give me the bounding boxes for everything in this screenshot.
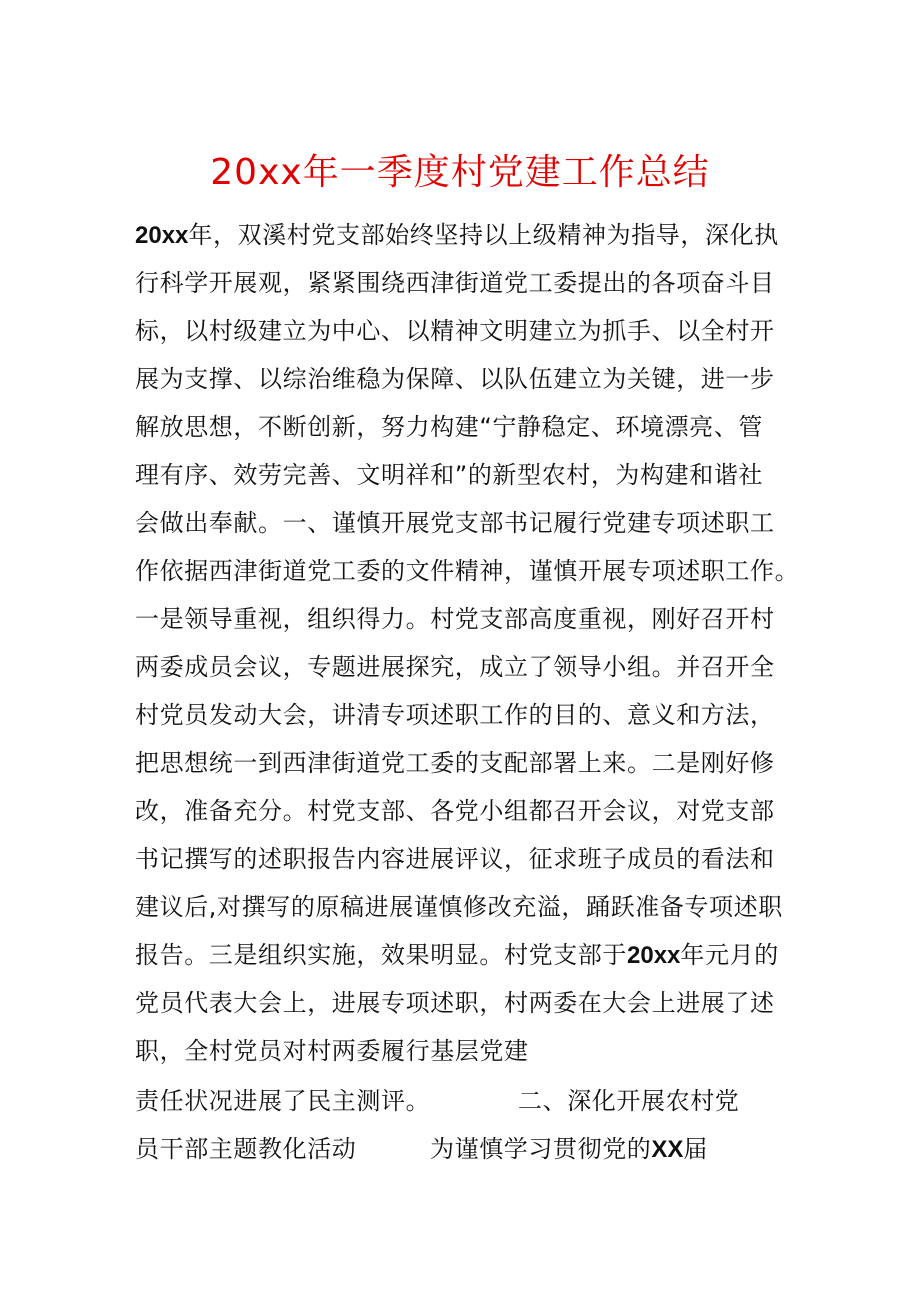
tail-line-1-right: 二、深化开展农村党 xyxy=(518,1087,740,1115)
tail-line-2-right xyxy=(430,1132,750,1167)
tail-line-2-left: 员干部主题教化活动 xyxy=(135,1135,357,1163)
paragraph-line-15: 建议后,对撰写的原稿进展谨慎修改充溢，踊跃准备专项述职 xyxy=(135,893,783,921)
tail-line-2-suffix: 届 xyxy=(683,1135,709,1163)
year-text: 20xx xyxy=(135,222,189,249)
paragraph-line-7: 会做出奉献。一、谨慎开展党支部书记履行党建专项述职工 xyxy=(135,509,775,537)
tail-line-2-bold: XX xyxy=(651,1136,684,1163)
paragraph-line-text: 年，双溪村党支部始终坚持以上级精神为指导，深化执 xyxy=(188,221,779,249)
paragraph-line-16 xyxy=(135,938,795,973)
tail-line-2-prefix: 为谨慎学习贯彻党的 xyxy=(430,1135,652,1163)
paragraph-line-6: 理有序、效劳完善、文明祥和”的新型农村，为构建和谐社 xyxy=(135,461,764,489)
paragraph-line-text: 报告。三是组织实施，效果明显。村党支部于 xyxy=(135,941,627,969)
paragraph-line-9: 一是领导重视，组织得力。村党支部高度重视，刚好召开村 xyxy=(135,605,775,633)
paragraph-line-3: 标，以村级建立为中心、以精神文明建立为抓手、以全村开 xyxy=(135,317,775,345)
paragraph-line-5: 解放思想，不断创新，努力构建“宁静稳定、环境漂亮、管 xyxy=(135,413,764,441)
paragraph-line-4: 展为支撑、以综治维稳为保障、以队伍建立为关键，进一步 xyxy=(135,365,775,393)
year-text: 20xx xyxy=(627,942,681,969)
paragraph-line-14: 书记撰写的述职报告内容进展评议，征求班子成员的看法和 xyxy=(135,845,775,873)
paragraph-line-1 xyxy=(135,218,795,253)
document-title: 20xx年一季度村党建工作总结 xyxy=(210,152,710,193)
paragraph-line-12: 把思想统一到西津街道党工委的支配部署上来。二是刚好修 xyxy=(135,749,775,777)
paragraph-line-2: 行科学开展观，紧紧围绕西津街道党工委提出的各项奋斗目 xyxy=(135,269,775,297)
paragraph-line-tail: 年元月的 xyxy=(680,941,779,969)
paragraph-line-8: 作依据西津街道党工委的文件精神，谨慎开展专项述职工作。 xyxy=(135,557,800,585)
paragraph-line-11: 村党员发动大会，讲清专项述职工作的目的、意义和方法， xyxy=(135,701,775,729)
tail-line-1-left: 责任状况进展了民主测评。 xyxy=(135,1087,431,1115)
paragraph-line-10: 两委成员会议，专题进展探究，成立了领导小组。并召开全 xyxy=(135,653,775,681)
paragraph-line-18: 职，全村党员对村两委履行基层党建 xyxy=(135,1037,529,1065)
paragraph-line-13: 改，准备充分。村党支部、各党小组都召开会议，对党支部 xyxy=(135,797,775,825)
paragraph-line-17: 党员代表大会上，进展专项述职，村两委在大会上进展了述 xyxy=(135,989,775,1017)
